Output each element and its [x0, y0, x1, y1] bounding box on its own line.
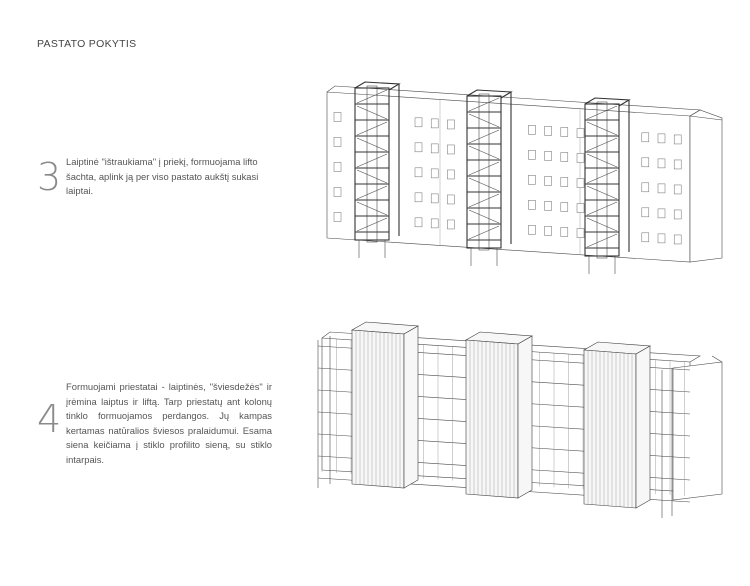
building-drawing-step-3: [327, 82, 722, 274]
step-3-number: 3: [37, 155, 62, 199]
building-drawing-step-4: [318, 322, 722, 518]
step-4-description: Formuojami priestatai - laiptinės, "šviesdežės" ir įrėmina laiptus ir liftą. Tarp priestatų ant kolonų tinklo formuojamos perdangos. Jų kampas kertamas natūralios šviesos pralaidumui. Esama siena keičiama į stiklo profilito sieną, su stiklo intarpais.: [66, 381, 272, 465]
step-4-number: 4: [37, 397, 62, 441]
tower-3: [584, 342, 650, 508]
page-title: PASTATO POKYTIS: [37, 38, 137, 50]
tower-1: [352, 322, 418, 488]
end-wall-step-3: [690, 116, 722, 262]
step-3-description: Laiptinė "ištraukiama" į priekį, formuojama lifto šachta, aplink ją per viso pastato aukštį sukasi laiptai.: [66, 156, 259, 197]
tower-2: [466, 332, 532, 498]
facade-step-3: [327, 92, 690, 262]
